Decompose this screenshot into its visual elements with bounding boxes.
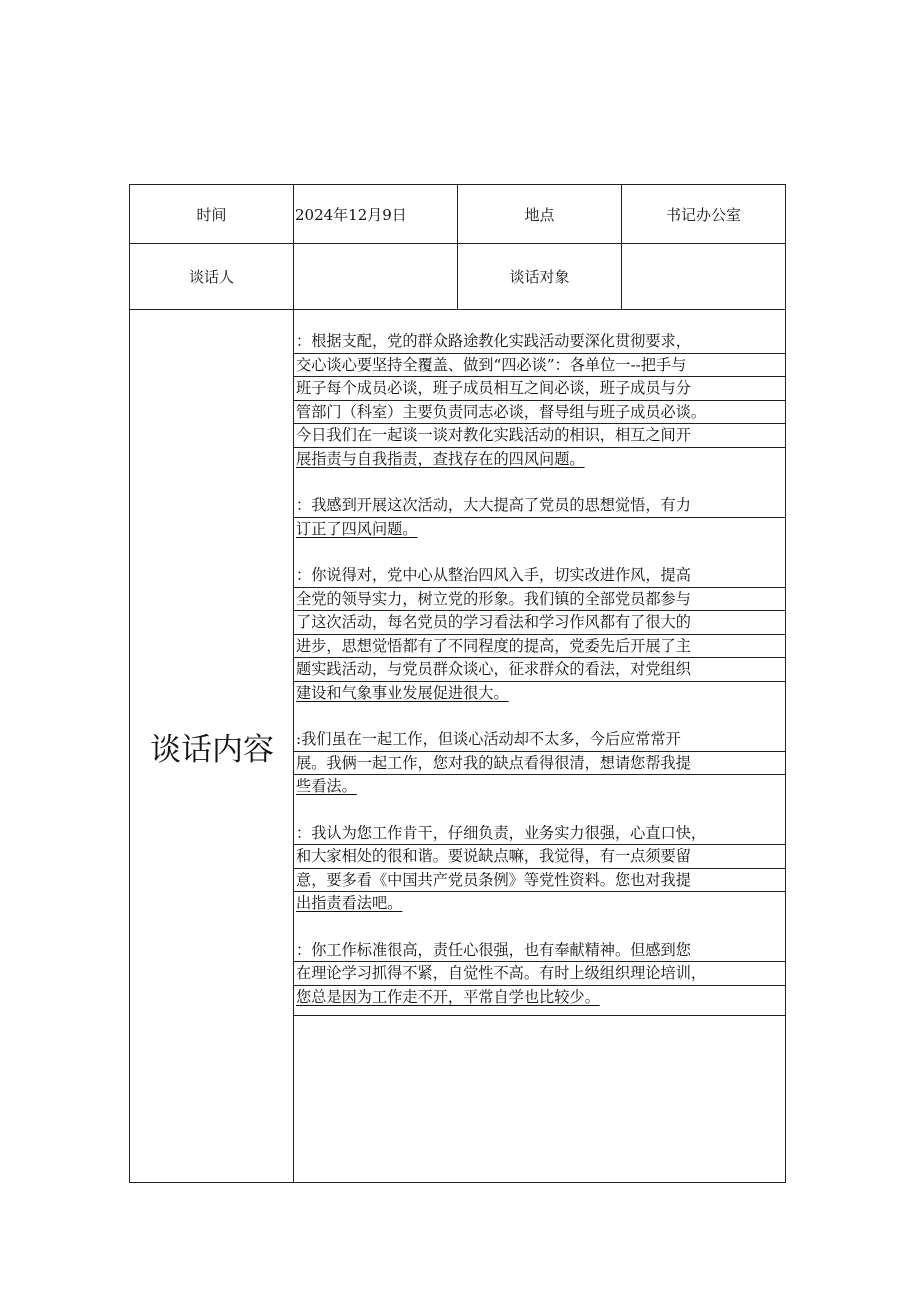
interview-record-form — [129, 184, 786, 1183]
conversation-paragraph — [294, 822, 785, 916]
conversation-paragraph — [294, 494, 785, 541]
place-label: 地点 — [524, 205, 555, 224]
content-line — [294, 588, 785, 612]
content-line — [294, 845, 785, 869]
content-line — [294, 752, 785, 776]
content-line-text: 全党的领导实力，树立党的形象。我们镇的全部党员都参与 — [296, 589, 691, 608]
content-line-text: 意，要多看《中国共产党员条例》等党性资料。您也对我提 — [296, 870, 691, 889]
content-line-text: 建设和气象事业发展促进很大。 — [296, 683, 509, 702]
content-line-text: 订正了四风问题。 — [296, 519, 418, 538]
target-value — [622, 244, 785, 309]
content-line — [294, 635, 785, 659]
content-end-divider — [294, 1015, 785, 1016]
content-line — [294, 518, 785, 542]
content-line — [294, 939, 785, 963]
content-line-text: 您总是因为工作走不开，平常自学也比较少。 — [296, 987, 600, 1006]
content-line-text: :我们虽在一起工作，但谈心活动却不太多，今后应常常开 — [296, 730, 681, 748]
content-line — [294, 377, 785, 401]
content-line-text: ：我认为您工作肯干，仔细负责，业务实力很强，心直口快， — [296, 823, 707, 842]
paragraph-gap — [294, 541, 785, 564]
paragraph-gap — [294, 799, 785, 822]
content-line — [294, 986, 785, 1010]
content-line — [294, 658, 785, 682]
conversation-paragraph — [294, 330, 785, 471]
content-line-text: 出指责看法吧。 — [296, 894, 403, 912]
content-line — [294, 354, 785, 378]
content-line-text: 进步，思想觉悟都有了不同程度的提高，党委先后开展了主 — [296, 636, 691, 655]
content-line-text: 交心谈心要坚持全覆盖、做到“四必谈”：各单位一--把手与 — [296, 355, 687, 374]
content-line-text: ：我感到开展这次活动，大大提高了党员的思想觉悟，有力 — [296, 496, 691, 514]
content-line — [294, 728, 785, 752]
speaker-label: 谈话人 — [188, 268, 234, 286]
content-line-text: 了这次活动，每名党员的学习看法和学习作风都有了很大的 — [296, 613, 691, 631]
content-line — [294, 424, 785, 448]
content-line — [294, 330, 785, 354]
paragraph-gap — [294, 916, 785, 939]
content-line-text: ：根据支配，党的群众路途教化实践活动要深化贯彻要求， — [296, 332, 691, 350]
content-line-text: 今日我们在一起谈一谈对教化实践活动的相识，相互之间开 — [296, 426, 691, 444]
content-line — [294, 822, 785, 846]
content-line-text: ：你说得对，党中心从整治四风入手，切实改进作风，提高 — [296, 566, 691, 584]
content-line-text: 在理论学习抓得不紧，自觉性不高。有时上级组织理论培训， — [296, 964, 707, 982]
content-line — [294, 682, 785, 706]
content-line — [294, 775, 785, 799]
content-line — [294, 494, 785, 518]
conversation-content — [294, 330, 785, 1016]
content-line — [294, 611, 785, 635]
paragraph-gap — [294, 705, 785, 728]
conversation-paragraph — [294, 728, 785, 799]
time-label: 时间 — [196, 205, 227, 224]
content-line — [294, 401, 785, 425]
conversation-paragraph — [294, 939, 785, 1010]
content-line-text: 和大家相处的很和谐。要说缺点嘛，我觉得，有一点须要留 — [296, 847, 691, 865]
paragraph-gap — [294, 471, 785, 494]
target-label: 谈话对象 — [509, 268, 570, 286]
content-line-text: 些看法。 — [296, 777, 357, 795]
content-line — [294, 869, 785, 893]
content-line — [294, 448, 785, 472]
place-value: 书记办公室 — [665, 205, 741, 224]
speaker-value — [294, 244, 457, 309]
content-line — [294, 564, 785, 588]
content-label: 谈话内容 — [150, 731, 274, 768]
content-line-text: ：你工作标准很高，责任心很强，也有奉献精神。但感到您 — [296, 940, 691, 959]
time-value: 2024年12月9日 — [295, 205, 407, 224]
content-line — [294, 962, 785, 986]
content-line — [294, 892, 785, 916]
content-line-text: 班子每个成员必谈，班子成员相互之间必谈，班子成员与分 — [296, 379, 691, 397]
content-line-text: 展。我俩一起工作，您对我的缺点看得很清，想请您帮我提 — [296, 753, 691, 772]
content-line-text: 展指责与自我指责，查找存在的四风问题。 — [296, 449, 585, 468]
content-line-text: 管部门（科室）主要负责同志必谈，督导组与班子成员必谈。 — [296, 402, 707, 421]
content-line-text: 题实践活动，与党员群众谈心，征求群众的看法，对党组织 — [296, 660, 691, 678]
conversation-paragraph — [294, 564, 785, 705]
